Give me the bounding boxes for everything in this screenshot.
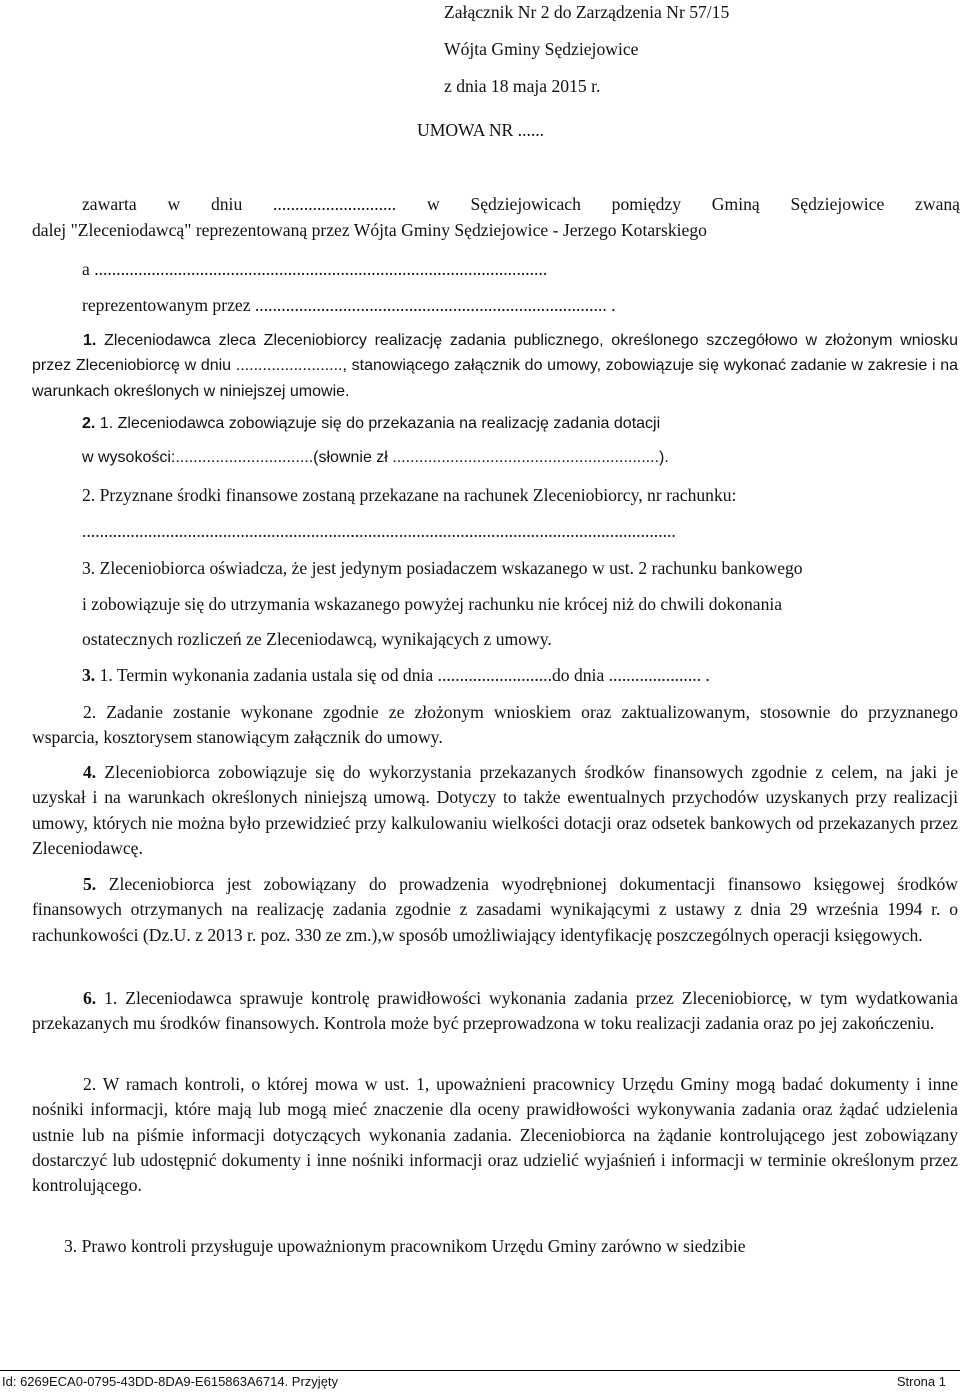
paragraph-3-line-1 — [82, 664, 710, 686]
paragraph-2-point-2-line-2: ....................................................................................................................................... — [82, 521, 676, 541]
paragraph-2-point-2-prefix: 2. — [82, 485, 96, 505]
header-line-2: Wójta Gminy Sędziejowice — [444, 39, 639, 59]
intro-line-2: dalej "Zleceniodawcą" reprezentowaną przez Wójta Gminy Sędziejowice - Jerzego Kotarskiego — [32, 220, 707, 240]
footer-document-id: Id: 6269ECA0-0795-43DD-8DA9-E615863A6714. Przyjęty — [2, 1374, 339, 1389]
intro-line-1: zawarta w dniu ............................ w Sędziejowicach pomiędzy Gminą Sędziejowice zwaną — [82, 194, 960, 214]
paragraph-2-point-1-prefix: 1. — [99, 415, 114, 432]
document-title: UMOWA NR ...... — [417, 120, 545, 140]
paragraph-2-point-3-line-3: ostatecznych rozliczeń ze Zleceniodawcą, wynikających z umowy. — [82, 629, 552, 649]
paragraph-1-number: 1. — [83, 332, 97, 349]
paragraph-6-number: 6. — [83, 988, 97, 1008]
paragraph-5-text: Zleceniobiorca jest zobowiązany do prowadzenia wyodrębnionej dokumentacji finansowo księgowej środków finansowych otrzymanych na realizację zadania zgodnie z zasadami wynikającymi z ustawy z dnia 29 września 1994 r. o rachunkowości (Dz.U. z 2013 r. poz. 330 ze zm.),w sposób umożliwiający identyfikację poszczególnych operacji księgowych. — [32, 874, 958, 945]
paragraph-2-point-3-line-1: 3. Zleceniobiorca oświadcza, że jest jedynym posiadaczem wskazanego w ust. 2 rachunku bankowego — [82, 558, 803, 578]
paragraph-2-point-1-text: Zleceniodawca zobowiązuje się do przekazania na realizację zadania dotacji — [117, 415, 661, 432]
paragraph-4 — [32, 760, 958, 861]
intro-line-4: reprezentowanym przez ................................................................................ . — [82, 295, 616, 315]
paragraph-3-point-2-number: 2. — [83, 702, 97, 722]
paragraph-2-line-2: w wysokości:...............................(słownie zł ............................................................). — [82, 449, 669, 466]
header-line-1: Załącznik Nr 2 do Zarządzenia Nr 57/15 — [444, 2, 730, 22]
paragraph-4-text: Zleceniobiorca zobowiązuje się do wykorzystania przekazanych środków finansowych zgodnie z celem, na jaki je uzyskał i na warunkach określonych niniejszą umową. Dotyczy to także ewentualnych przychodów uzyskanych przy realizacji umowy, których nie można było przewidzieć przy kalkulowaniu wielkości dotacji oraz odsetek bankowych od przekazanych przez Zleceniodawcę. — [32, 762, 959, 858]
paragraph-1-text: Zleceniodawca zleca Zleceniobiorcy realizację zadania publicznego, określonego szczegółowo w złożonym wniosku przez Zleceniobiorcę w dniu ........................, stanowiącego załącznik do umowy, zobowiązuje się wykonać zadanie w zakresie i na warunkach określonych w niniejszej umowie. — [32, 332, 958, 400]
paragraph-6-point-1 — [32, 986, 958, 1037]
paragraph-6-point-2 — [32, 1072, 958, 1198]
paragraph-3-number: 3. — [82, 665, 96, 685]
paragraph-2-line-1 — [82, 413, 660, 435]
paragraph-1 — [32, 328, 958, 404]
paragraph-2-point-2-line-1 — [82, 484, 736, 506]
paragraph-6-point-1-text: 1. Zleceniodawca sprawuje kontrolę prawidłowości wykonania zadania przez Zleceniobiorcę, w tym wydatkowania przekazanych mu środków finansowych. Kontrola może być przeprowadzona w toku realizacji zadania oraz po jej zakończeniu. — [32, 988, 958, 1034]
paragraph-2-point-3-line-2: i zobowiązuje się do utrzymania wskazanego powyżej rachunku nie krócej niż do chwili dokonania — [82, 594, 783, 614]
paragraph-6-point-2-text: 2. W ramach kontroli, o której mowa w ust. 1, upoważnieni pracownicy Urzędu Gminy mogą badać dokumenty i inne nośniki informacji, które mają lub mogą mieć znaczenie dla oceny prawidłowości wykonywania zadania oraz żądać udzielenia ustnie lub na piśmie informacji dotyczących wykonania zadania. Zleceniobiorca na żądanie kontrolującego jest zobowiązany dostarczyć lub udostępnić dokumenty i inne nośniki informacji oraz udzielić wyjaśnień i informacji w terminie określonym przez kontrolującego. — [32, 1074, 958, 1196]
paragraph-3-point-2 — [32, 700, 958, 751]
paragraph-5 — [32, 872, 958, 948]
paragraph-6-point-3: 3. Prawo kontroli przysługuje upoważnionym pracownikom Urzędu Gminy zarówno w siedzibie — [64, 1236, 746, 1256]
paragraph-3-point-1: 1. Termin wykonania zadania ustala się od dnia ..........................do dnia ..................... . — [99, 665, 710, 685]
paragraph-3-point-2-text: Zadanie zostanie wykonane zgodnie ze złożonym wnioskiem oraz zaktualizowanym, stosownie do przyznanego wsparcia, kosztorysem stanowiącym załącznik do umowy. — [32, 702, 958, 748]
header-line-3: z dnia 18 maja 2015 r. — [444, 76, 601, 96]
paragraph-2-point-2-text: Przyznane środki finansowe zostaną przekazane na rachunek Zleceniobiorcy, nr rachunku: — [99, 485, 737, 505]
paragraph-2-number: 2. — [82, 415, 96, 432]
paragraph-5-number: 5. — [83, 874, 97, 894]
paragraph-4-number: 4. — [83, 762, 97, 782]
footer-page-number: Strona 1 — [896, 1374, 946, 1389]
intro-line-3: a ....................................................................................................... — [82, 259, 548, 279]
footer-divider — [0, 1370, 960, 1371]
